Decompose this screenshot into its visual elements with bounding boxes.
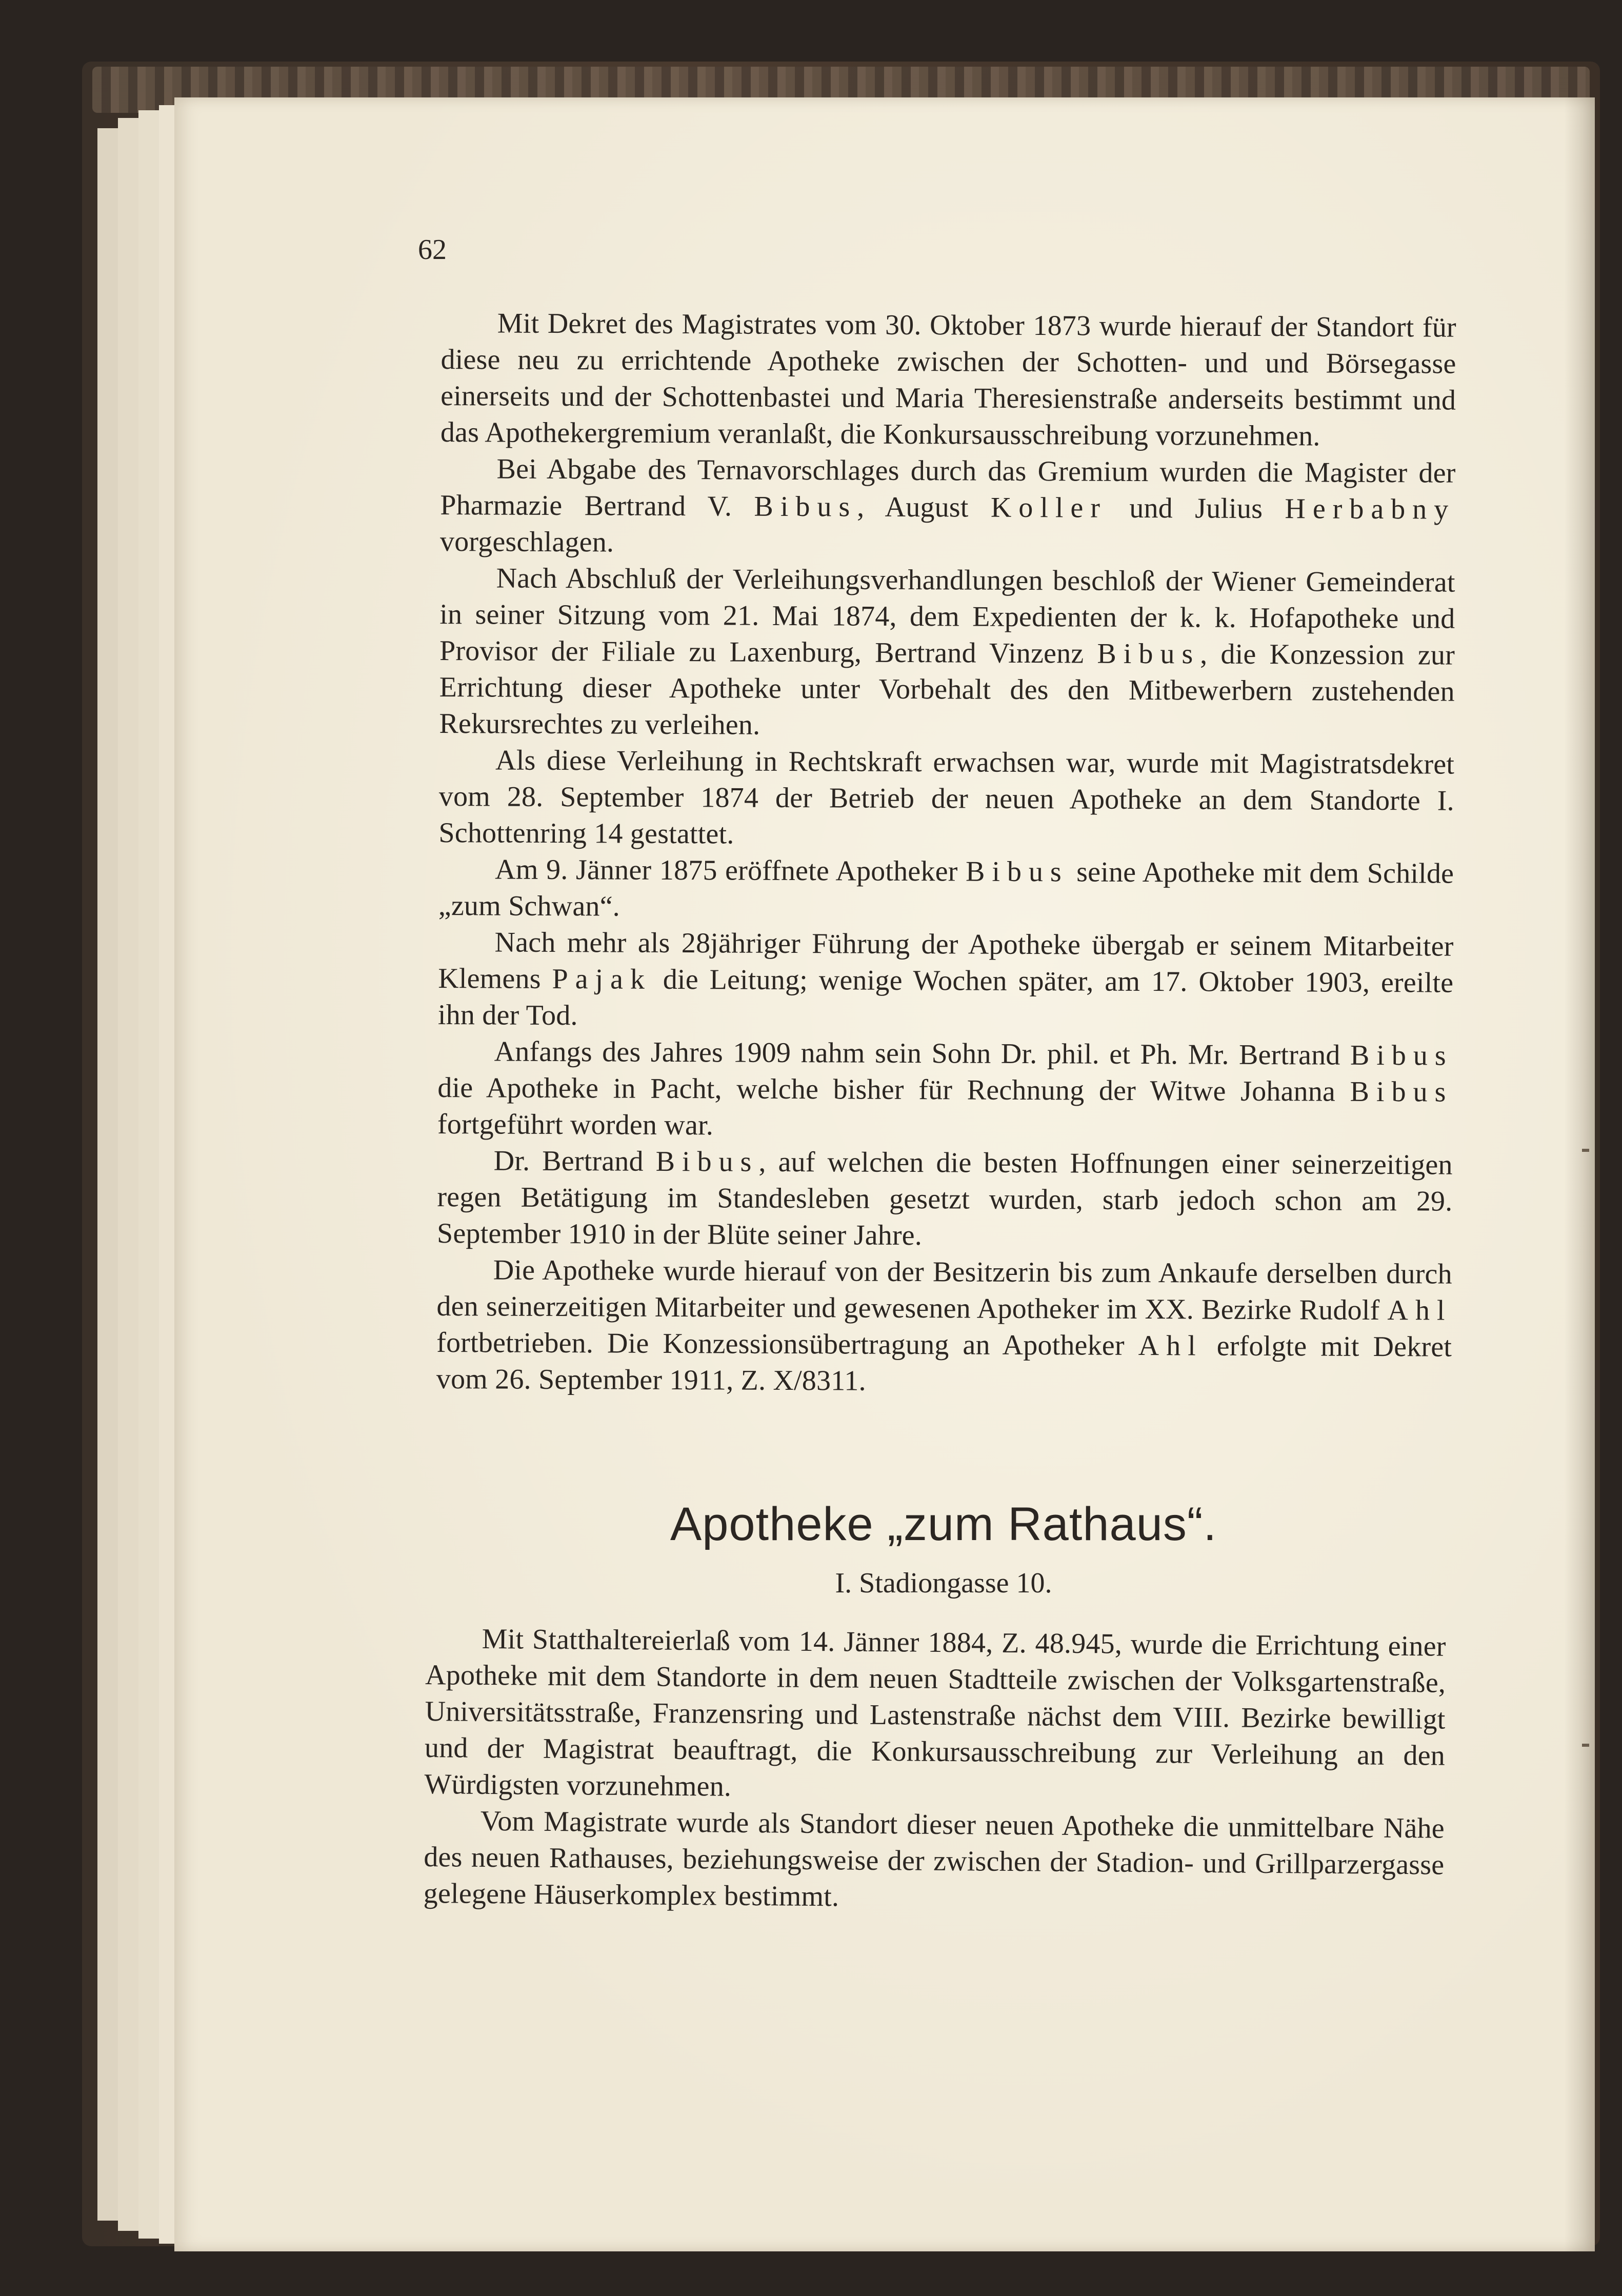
paragraph: Bei Abgabe des Ternavorschlages durch das Gremium wurden die Magister der Pharmazie Bertrand V. Bibus, August Koller und Julius Herbabny vorgeschlagen.: [439, 453, 1456, 558]
spaced-name: Bibus: [965, 855, 1069, 888]
spaced-name: Bibus: [754, 490, 857, 523]
spaced-name: Bibus: [1350, 1075, 1453, 1108]
paragraph: Vom Magistrate wurde als Standort dieser neuen Apotheke die unmittelbare Nähe des neuen Rathauses, beziehungsweise der zwischen der Stadion- und Grillparzergasse gelegene Häuserkomplex bestimmt.: [423, 1805, 1445, 1913]
page-gutter-shadow: [1564, 97, 1595, 2251]
paragraph: Anfangs des Jahres 1909 nahm sein Sohn Dr. phil. et Ph. Mr. Bertrand Bibus die Apotheke in Pacht, welche bisher für Rechnung der Witwe Johanna Bibus fortgeführt worden war.: [437, 1035, 1453, 1142]
spaced-name: Bibus: [1097, 637, 1200, 670]
body-text-section-1: [436, 305, 1456, 1402]
body-text-section-2: [424, 1621, 1446, 1920]
margin-mark: [1582, 1744, 1589, 1747]
page-number: 62: [418, 234, 447, 266]
paragraph: Als diese Verleihung in Rechtskraft erwachsen war, wurde mit Magistratsdekret vom 28. September 1874 der Betrieb der neuen Apotheke an dem Standorte I. Schottenring 14 gestattet.: [438, 744, 1455, 850]
spaced-name: Ahl: [1387, 1294, 1452, 1327]
paragraph: Mit Statthaltereierlaß vom 14. Jänner 1884, Z. 48.945, wurde die Errichtung einer Apotheke mit dem Standorte in dem neuen Stadtteile zwischen der Volksgartenstraße, Universitätsstraße, Franzensring und Lastenstraße nächst dem VIII. Bezirke bewilligt und der Magistrat beauftragt, die Konkursausschreibung zur Verleihung an den Würdigsten vorzunehmen.: [424, 1623, 1446, 1803]
paragraph: Die Apotheke wurde hierauf von der Besitzerin bis zum Ankaufe derselben durch den seinerzeitigen Mitarbeiter und gewesenen Apotheker im XX. Bezirke Rudolf Ahl fortbetrieben. Die Konzessionsübertragung an Apotheker Ahl erfolgte mit Dekret vom 26. September 1911, Z. X/8311.: [436, 1254, 1452, 1397]
paragraph: Am 9. Jänner 1875 eröffnete Apotheker Bibus seine Apotheke mit dem Schilde „zum Schwan“.: [438, 853, 1454, 923]
spaced-name: Herbabny: [1285, 493, 1456, 526]
margin-mark: [1582, 1149, 1589, 1152]
spaced-name: Pajak: [552, 963, 652, 995]
paragraph: Mit Dekret des Magistrates vom 30. Oktober 1873 wurde hierauf der Standort für diese neu zu errichtende Apotheke zwischen der Schotten- und und Börsegasse einerseits und der Schottenbastei und Maria Theresienstraße anderseits bestimmt und das Apothekergremium veranlaßt, die Konkursausschreibung vorzunehmen.: [440, 307, 1456, 452]
spaced-name: Bibus: [655, 1145, 759, 1178]
paragraph: Nach mehr als 28jähriger Führung der Apotheke übergab er seinem Mitarbeiter Klemens Pajak die Leitung; wenige Wochen später, am 17. Oktober 1903, ereilte ihn der Tod.: [437, 926, 1454, 1032]
spaced-name: Bibus: [1350, 1039, 1453, 1072]
spaced-name: Ahl: [1138, 1329, 1203, 1362]
section-heading: Apotheke „zum Rathaus“.: [670, 1498, 1217, 1550]
section-address: I. Stadiongasse 10.: [835, 1567, 1052, 1599]
paragraph: Nach Abschluß der Verleihungsverhandlungen beschloß der Wiener Gemeinderat in seiner Sitzung vom 21. Mai 1874, dem Expedienten der k. k. Hofapotheke und Provisor der Filiale zu Laxenburg, Bertrand Vinzenz Bibus, die Konzession zur Errichtung dieser Apotheke unter Vorbehalt des den Mitbewerbern zustehenden Rekursrechtes zu verleihen.: [439, 562, 1455, 741]
paragraph: Dr. Bertrand Bibus, auf welchen die besten Hoffnungen einer seinerzeitigen regen Betätigung im Standesleben gesetzt wurden, starb jedoch schon am 29. September 1910 in der Blüte seiner Jahre.: [436, 1145, 1453, 1252]
spaced-name: Koller: [990, 491, 1108, 524]
